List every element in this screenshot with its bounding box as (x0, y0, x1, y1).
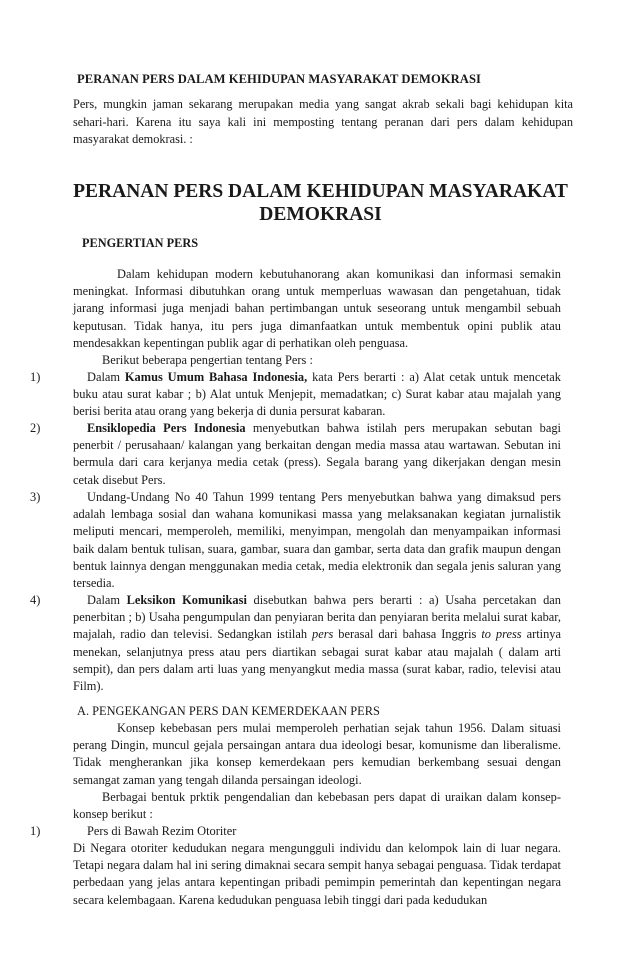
paragraph-concept (73, 720, 561, 789)
list-item (30, 592, 561, 695)
list-number: 1) (30, 824, 41, 838)
section-heading-pengertian: PENGERTIAN PERS (82, 236, 199, 250)
paragraph-forms (73, 789, 561, 823)
list-item-text: Dalam Kamus Umum Bahasa Indonesia, kata Pers berarti : a) Alat cetak untuk mencetak buku atau surat kabar ; b) Alat untuk Menjepit, memadatkan; c) Surat kabar atau majalah yang berisi berita atau orang yang bekerja di dunia persurat kabaran. (73, 370, 561, 419)
list-number: 1) (30, 370, 41, 384)
list-item-text: Undang-Undang No 40 Tahun 1999 tentang Pers menyebutkan bahwa yang dimaksud pers adalah lembaga sosial dan wahana komunikasi massa yang melaksanakan kegiatan jurnalistik meliputi mencari, memperoleh, memiliki, menyimpan, mengolah dan menyampaikan informasi baik dalam bentuk tulisan, suara, gambar, suara dan gambar, serta data dan grafik maupun dengan bentuk lainnya dengan menggunakan media cetak, media elektronik dan segala jenis saluran yang tersedia. (73, 490, 561, 591)
paragraph-intro-list (73, 352, 561, 369)
list-item-text: Ensiklopedia Pers Indonesia menyebutkan bahwa istilah pers merupakan sebutan bagi penerbit / perusahaan/ kalangan yang berkaitan dengan media massa atau wartawan. Sebutan ini bermula dari cara kerjanya media cetak (press). Segala barang yang dikerjakan dengan mesin cetak disebut Pers. (73, 421, 561, 487)
list-number: 3) (30, 490, 41, 504)
document-heading: PERANAN PERS DALAM KEHIDUPAN MASYARAKAT DEMOKRASI (77, 72, 481, 86)
title-line-1: PERANAN PERS DALAM KEHIDUPAN MASYARAKAT (73, 181, 568, 202)
list-item (30, 369, 561, 421)
paragraph-authoritarian: Di Negara otoriter kedudukan negara mengungguli individu dan kelompok lain di luar negara. Tetapi negara dalam hal ini sering dimaknai secara sempit hanya sebagai penguasa. Tidak terdapat perbedaan yang jelas antara kepentingan pribadi pemimpin pemerintah dan kepentingan negara secara kelembagaan. Karena kedudukan penguasa lebih tinggi dari pada kedudukan (73, 841, 561, 907)
list-item (30, 489, 561, 592)
paragraph-definition (73, 266, 561, 352)
paragraph-text: Berbagai bentuk prktik pengendalian dan kebebasan pers dapat di uraikan dalam konsep-konsep berikut : (73, 790, 561, 822)
list-item (30, 420, 561, 489)
paragraph-text: Dalam kehidupan modern kebutuhanorang akan komunikasi dan informasi semakin meningkat. Informasi dibutuhkan orang untuk memperluas wawasan dan pengetahuan, tidak jarang informasi juga menjadi bahan pertimbangan untuk seseorang untuk mengambil sebuah keputusan. Tidak hanya, itu pers juga dimanfaatkan untuk membentuk opini publik atau mendesakkan kepentingan publik agar di perhatikan oleh penguasa. (73, 267, 561, 350)
paragraph-text: Berikut beberapa pengertian tentang Pers : (102, 353, 313, 367)
list-number: 4) (30, 593, 41, 607)
list-item-title: Pers di Bawah Rezim Otoriter (87, 824, 237, 838)
section-heading-a: A. PENGEKANGAN PERS DAN KEMERDEKAAN PERS (77, 704, 380, 718)
list-item-text: Dalam Leksikon Komunikasi disebutkan bahwa pers berarti : a) Usaha percetakan dan penerbitan ; b) Usaha pengumpulan dan penyiaran berita dan penyiaran berita melalui surat kabar, majalah, radio dan televisi. Sedangkan istilah pers berasal dari bahasa Inggris to press artinya menekan, selanjutnya press atau pers diartikan sebagai surat kabar atau majalah ( dalam arti sempit), dan pers dalam arti luas yang menyangkut media massa (surat kabar, radio, televisi atau Film). (73, 593, 562, 694)
paragraph-text: Konsep kebebasan pers mulai memperoleh perhatian sejak tahun 1956. Dalam situasi perang Dingin, muncul gejala persaingan antara dua ideologi besar, komunisme dan liberalisme. Tidak mengherankan jika konsep kemerdekaan pers kemudian berkembang sesuai dengan semangat zaman yang tengah dilanda persaingan ideologi. (73, 721, 561, 787)
list-item (30, 823, 561, 840)
page-title (73, 180, 568, 226)
list-number: 2) (30, 421, 41, 435)
title-line-2: DEMOKRASI (259, 204, 382, 225)
intro-paragraph: Pers, mungkin jaman sekarang merupakan media yang sangat akrab sekali bagi kehidupan kita sehari-hari. Karena itu saya kali ini memposting tentang peranan dari pers dalam kehidupan masyarakat demokrasi. : (73, 97, 573, 147)
